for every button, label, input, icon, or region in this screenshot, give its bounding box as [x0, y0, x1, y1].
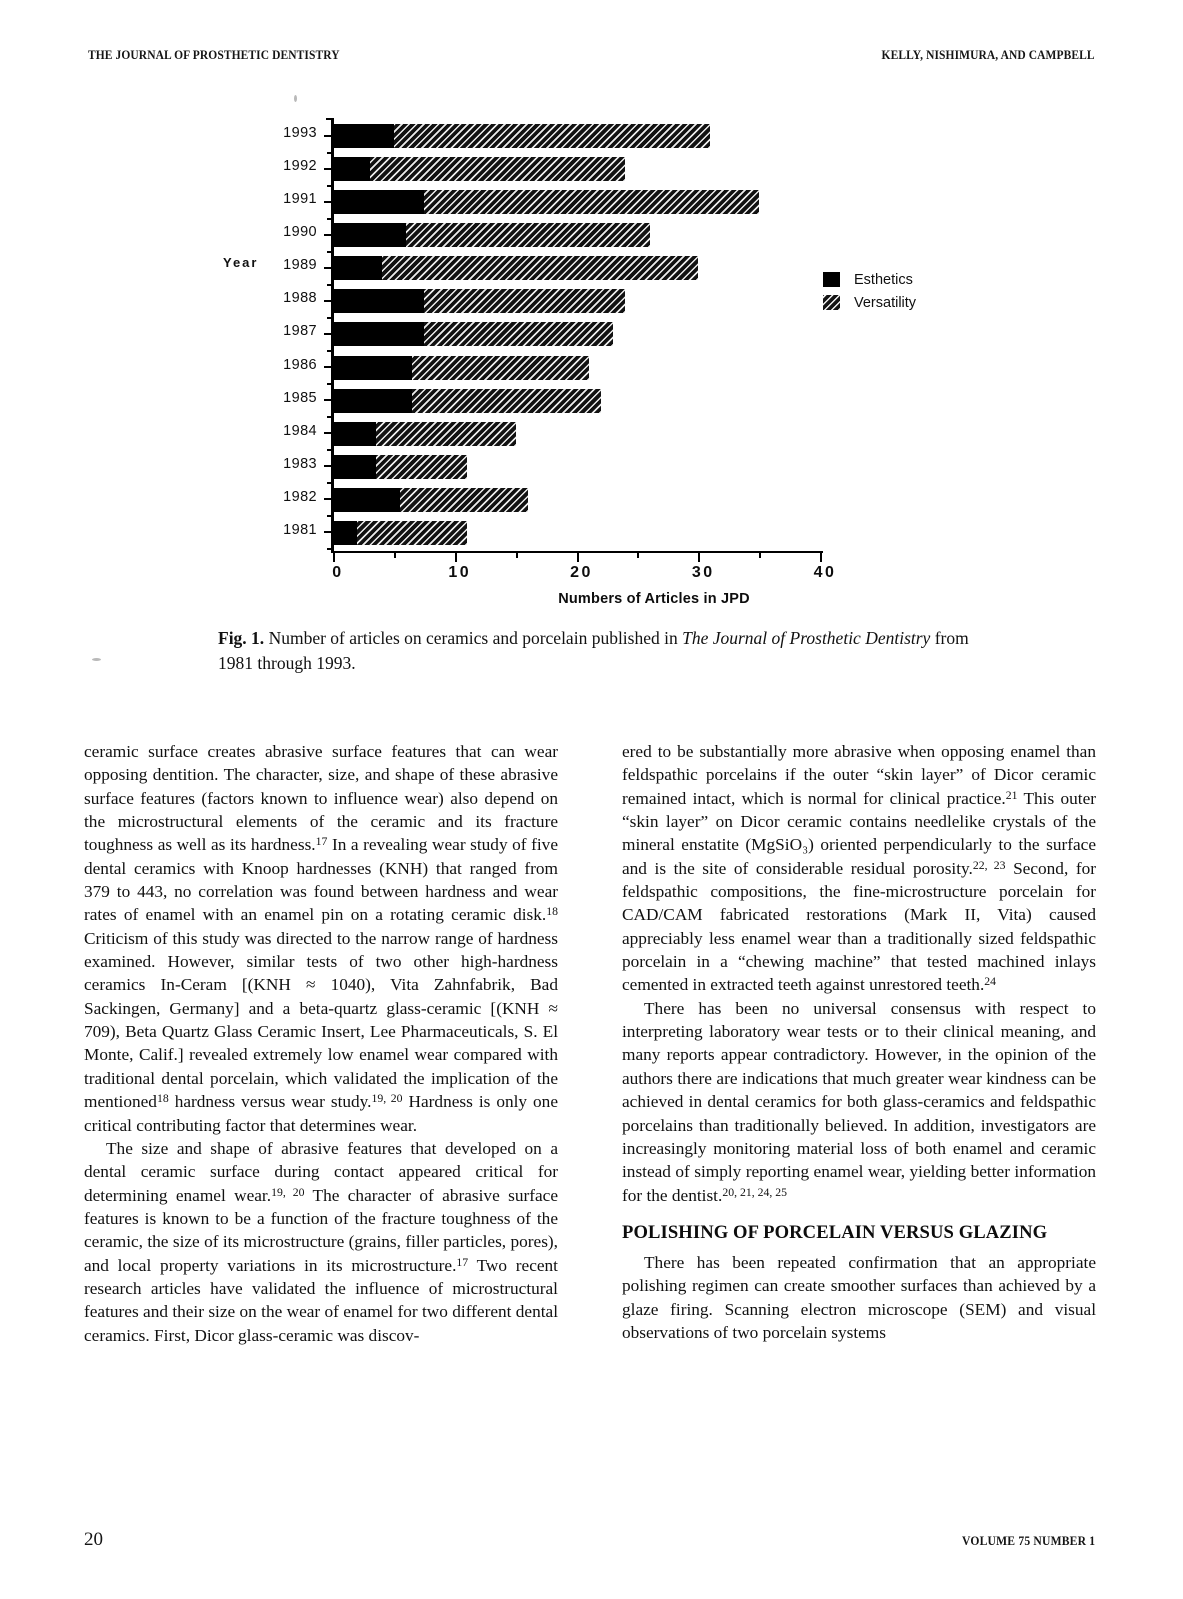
bar-segment-versatility [376, 455, 467, 479]
bar-segment-versatility [382, 256, 699, 280]
x-axis-tick [698, 553, 700, 562]
stacked-bar [333, 322, 613, 346]
bar-segment-versatility [412, 389, 601, 413]
authors-running-head: KELLY, NISHIMURA, AND CAMPBELL [881, 48, 1095, 62]
stacked-bar [333, 190, 759, 214]
plot-area [283, 118, 837, 581]
stacked-bar [333, 157, 625, 181]
y-axis-tick-label: 1993 [283, 125, 317, 141]
y-axis-minor-tick [327, 548, 333, 550]
scan-speck [294, 95, 297, 102]
bar-segment-versatility [412, 356, 589, 380]
bar-segment-versatility [376, 422, 516, 446]
bar-row [283, 285, 820, 318]
y-axis-tick-label: 1983 [283, 455, 317, 472]
bar-segment-versatility [424, 289, 625, 313]
y-axis-label: Year [223, 255, 259, 270]
y-axis-tick-label: 1985 [283, 389, 317, 406]
figure-1 [88, 86, 1095, 686]
reference-superscript: 19, 20 [371, 1092, 403, 1106]
x-axis-label: Numbers of Articles in JPD [558, 591, 750, 607]
bar-segment-versatility [394, 124, 711, 148]
bar-row [283, 186, 820, 219]
y-axis-tick [324, 267, 333, 269]
bar-segment-esthetics [333, 124, 394, 148]
reference-superscript: 19, 20 [271, 1185, 305, 1199]
y-axis-tick [324, 366, 333, 368]
bar-segment-versatility [424, 190, 759, 214]
bar-row [283, 352, 820, 385]
y-axis-tick-label: 1992 [283, 158, 317, 175]
bar-segment-esthetics [333, 256, 382, 280]
y-axis-tick [324, 399, 333, 401]
y-axis-tick-label: 1984 [283, 422, 317, 439]
y-axis-tick-label: 1990 [283, 224, 317, 241]
bar-segment-esthetics [333, 223, 406, 247]
figure-caption-text-1: Number of articles on ceramics and porcelain published in [264, 628, 683, 648]
x-axis-tick [455, 553, 457, 562]
scan-speck [92, 658, 101, 661]
x-axis-minor-tick [637, 553, 639, 558]
stacked-bar [333, 488, 528, 512]
stacked-bar [333, 256, 698, 280]
bar-row [283, 153, 820, 186]
bar-segment-versatility [424, 322, 613, 346]
bar-row [283, 385, 820, 418]
bar-row [283, 418, 820, 451]
bar-segment-versatility [370, 157, 626, 181]
x-axis-minor-tick [759, 553, 761, 558]
bar-row [283, 451, 820, 484]
legend-label-versatility: Versatility [854, 294, 917, 311]
legend-swatch-hatch-icon [823, 295, 840, 310]
y-axis-tick [324, 432, 333, 434]
y-axis-tick [324, 300, 333, 302]
x-axis-minor-tick [394, 553, 396, 558]
y-axis-tick-label: 1981 [283, 521, 317, 538]
bar-segment-esthetics [333, 157, 370, 181]
stacked-bar [333, 289, 625, 313]
bar-segment-esthetics [333, 389, 412, 413]
bar-row [283, 517, 820, 550]
y-axis-tick-label: 1982 [283, 488, 317, 505]
stacked-bar [333, 356, 589, 380]
right-column [622, 740, 1096, 1460]
y-axis-tick [324, 234, 333, 236]
reference-superscript: 20, 21, 24, 25 [722, 1185, 787, 1199]
reference-superscript: 22, 23 [972, 858, 1006, 872]
y-axis-tick-label: 1987 [283, 323, 317, 340]
bar-row [283, 252, 820, 285]
bar-row [283, 219, 820, 252]
reference-superscript: 21 [1005, 788, 1018, 802]
page-number: 20 [84, 1529, 103, 1550]
section-heading: POLISHING OF PORCELAIN VERSUS GLAZING [622, 1221, 1048, 1243]
x-axis-minor-tick [516, 553, 518, 558]
stacked-bar [333, 422, 516, 446]
figure-caption-text-2: from 1981 through 1993. [218, 628, 969, 673]
page-footer [84, 1529, 1095, 1551]
stacked-bar [333, 223, 650, 247]
left-column [84, 740, 558, 1460]
bar-segment-esthetics [333, 322, 424, 346]
bar-segment-esthetics [333, 190, 424, 214]
y-axis-tick [324, 168, 333, 170]
legend-item-esthetics [823, 269, 1023, 290]
reference-superscript: 18 [546, 905, 558, 919]
x-axis-ticks [332, 553, 837, 581]
bar-segment-esthetics [333, 521, 357, 545]
x-axis-tick [577, 553, 579, 562]
y-axis-tick [324, 498, 333, 500]
body-columns [84, 740, 1096, 1460]
stacked-bar [333, 124, 710, 148]
reference-superscript: 24 [984, 975, 997, 989]
legend-item-versatility [823, 292, 1023, 313]
bar-row [283, 318, 820, 351]
running-head [88, 48, 1095, 66]
bar-chart [88, 86, 1095, 607]
y-axis-tick [324, 531, 333, 533]
bar-segment-versatility [357, 521, 467, 545]
y-axis-tick [324, 201, 333, 203]
legend-swatch-solid-icon [823, 272, 840, 287]
y-axis-tick [324, 333, 333, 335]
body-paragraph: There has been repeated confirmation that an appropriate polishing regimen can create smoother surfaces than achieved by a glaze firing. Scanning electron microscope (SEM) and visual observations of two porcelain systems [622, 1252, 1096, 1342]
y-axis-tick-label: 1988 [283, 290, 317, 307]
y-axis-tick-label: 1991 [283, 191, 317, 208]
stacked-bar [333, 455, 467, 479]
stacked-bar [333, 389, 601, 413]
body-paragraph: ceramic surface creates abrasive surface features that can wear opposing dentition. The character, size, and shape of these abrasive surface features (factors known to influence wear) also depend on the microstructural elements of the ceramic and its fracture toughness as well as its hardness.$^{17}$ In a revealing wear study of five dental ceramics with Knoop hardnesses (KNH) that ranged from 379 to 443, no correlation was found between hardness and wear rates of enamel with an enamel pin on a rotating ceramic disk.$^{18}$ Criticism of this study was directed to the narrow range of hardness examined. However, similar tests of two other high-hardness ceramics In-Ceram [(KNH ≈ 1040), Vita Zahnfabrik, Bad Sackingen, Germany] and a beta-quartz glass-ceramic [(KNH ≈ 709), Beta Quartz Glass Ceramic Insert, Lee Pharmaceuticals, S. El Monte, Calif.] revealed extremely low enamel wear compared with traditional dental porcelain, which validated the implication of the mentioned$^{18}$ hardness versus wear study.$^{19, 20}$ Hardness is only one critical contributing factor that determines wear. [84, 742, 558, 1135]
volume-issue: VOLUME 75 NUMBER 1 [961, 1534, 1095, 1548]
reference-superscript: 17 [456, 1255, 469, 1269]
x-axis-tick-label: 0 [332, 564, 344, 581]
body-paragraph: The size and shape of abrasive features that developed on a dental ceramic surface during contact appeared critical for determining enamel wear.$^{19, 20}$ The character of abrasive surface features is known to be a function of the fracture toughness of the ceramic, the size of its microstructure (grains, filler particles, pores), and local property variations in its microstructure.$^{17}$ Two recent research articles have validated the influence of microstructural features and their size on the wear of enamel for two different dental ceramics. First, Dicor glass-ceramic was discov- [84, 1138, 558, 1345]
x-axis-tick [820, 553, 822, 562]
x-axis-tick-label: 10 [448, 564, 472, 581]
reference-superscript: 18 [156, 1092, 169, 1106]
bar-row [283, 484, 820, 517]
bar-row [283, 120, 820, 153]
stacked-bar [333, 521, 467, 545]
bar-segment-esthetics [333, 488, 400, 512]
journal-title: THE JOURNAL OF PROSTHETIC DENTISTRY [88, 48, 340, 62]
bar-segment-versatility [406, 223, 650, 247]
reference-superscript: 17 [315, 835, 328, 849]
bar-segment-esthetics [333, 422, 376, 446]
x-axis-tick-label: 20 [570, 564, 593, 581]
body-paragraph: ered to be substantially more abrasive when opposing enamel than feldspathic porcelains if the outer “skin layer” of Dicor ceramic remained intact, which is normal for clinical practice.$^{21}$ This outer “skin layer” on Dicor ceramic contains needlelike crystals of the mineral enstatite (MgSiO₃) oriented perpendicularly to the surface and is the site of considerable residual porosity.$^{22, 23}$ Second, for feldspathic compositions, the fine-microstructure porcelain for CAD/CAM fabricated restorations (Mark II, Vita) caused appreciably less enamel wear than a traditionally sized feldspathic porcelain in a “chewing machine” that tested machined inlays cemented in extracted teeth against unrestored teeth.$^{24}$ [622, 742, 1097, 995]
body-paragraph: There has been no universal consensus with respect to interpreting laboratory wear tests or to their clinical meaning, and many reports appear contradictory. However, in the opinion of the authors there are indications that much greater wear kindness can be achieved in dental ceramics for both glass-ceramics and feldspathic porcelains than traditionally believed. In addition, investigators are increasingly monitoring material loss of both enamel and ceramic instead of simply reporting enamel wear, yielding better information for the dentist.$^{20, 21, 24, 25}$ [622, 998, 1096, 1205]
x-axis-tick-label: 30 [691, 564, 715, 581]
bar-rows [283, 120, 820, 550]
bar-segment-esthetics [333, 455, 376, 479]
legend-label-esthetics: Esthetics [854, 271, 913, 288]
x-axis-tick [333, 553, 335, 562]
y-axis-tick-label: 1989 [283, 257, 317, 274]
figure-caption [218, 626, 978, 676]
x-axis-tick-label: 40 [813, 564, 837, 581]
bar-segment-versatility [400, 488, 528, 512]
y-axis-tick-label: 1986 [283, 356, 317, 373]
figure-caption-prefix: Fig. 1. [218, 628, 265, 648]
y-axis-tick [324, 135, 333, 137]
figure-caption-journal-name: The Journal of Prosthetic Dentistry [682, 628, 931, 648]
bar-segment-esthetics [333, 356, 412, 380]
chart-legend [823, 269, 1023, 315]
y-axis-tick [324, 465, 333, 467]
bar-segment-esthetics [333, 289, 424, 313]
